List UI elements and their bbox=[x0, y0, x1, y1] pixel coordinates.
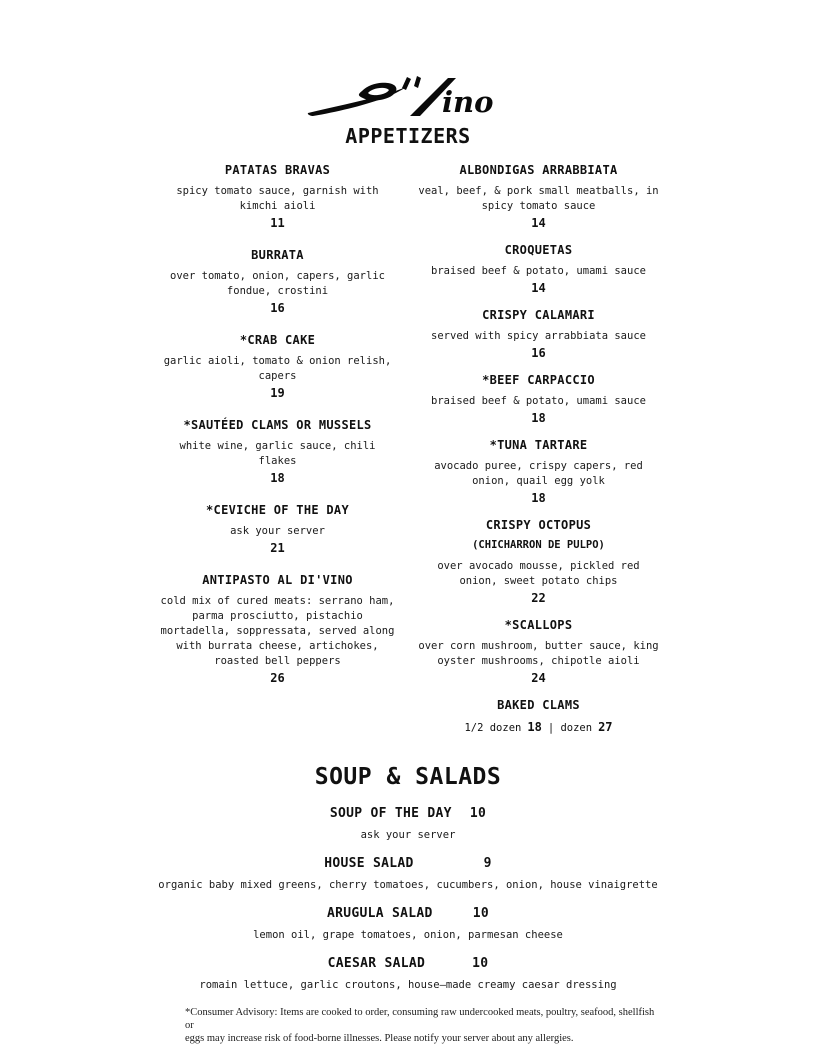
appetizers-columns bbox=[152, 163, 664, 748]
item-price: 18 bbox=[531, 411, 546, 425]
item-desc-line: garlic aioli, tomato & onion relish, bbox=[163, 355, 392, 367]
price-label: 1/2 dozen bbox=[464, 722, 522, 734]
item-price: 9 bbox=[483, 856, 492, 871]
item-desc-line: parma prosciutto, pistachio bbox=[192, 610, 363, 622]
advisory-line: *Consumer Advisory: Items are cooked to order, consuming raw undercooked meats, poultry, seafood, shellfish or bbox=[185, 1007, 655, 1031]
item-name: *SAUTÉED CLAMS OR MUSSELS bbox=[183, 418, 372, 432]
item-desc-line: organic baby mixed greens, cherry tomatoes, cucumbers, onion, house vinaigrette bbox=[158, 879, 658, 891]
item-desc-line: onion, sweet potato chips bbox=[459, 575, 618, 587]
menu-item-soup-of-the-day bbox=[0, 806, 816, 843]
item-title-row bbox=[0, 806, 816, 822]
menu-item-crispy-calamari bbox=[413, 308, 664, 361]
menu-item-crispy-octopus bbox=[413, 518, 664, 606]
item-price: 26 bbox=[270, 671, 285, 685]
item-desc-line: ask your server bbox=[360, 829, 456, 841]
menu-item-antipasto-al-divino bbox=[152, 573, 403, 686]
item-price: 14 bbox=[531, 216, 546, 230]
item-desc-line: white wine, garlic sauce, chili bbox=[179, 440, 376, 452]
spacer bbox=[425, 966, 472, 967]
item-price: 10 bbox=[469, 806, 487, 821]
item-desc-line: braised beef & potato, umami sauce bbox=[431, 265, 646, 277]
item-desc-line: kimchi aioli bbox=[239, 200, 316, 212]
menu-item-scallops bbox=[413, 618, 664, 686]
appetizers-right-column bbox=[413, 163, 664, 748]
menu-item-patatas-bravas bbox=[152, 163, 403, 231]
logo-container bbox=[0, 76, 816, 120]
item-name: ARUGULA SALAD bbox=[327, 906, 433, 921]
item-name: *CRAB CAKE bbox=[239, 333, 316, 347]
menu-item-sauteed-clams-or-mussels bbox=[152, 418, 403, 486]
svg-text:ino: ino bbox=[441, 85, 493, 119]
item-title-row bbox=[0, 956, 816, 972]
item-name: CAESAR SALAD bbox=[327, 956, 426, 971]
item-name: PATATAS BRAVAS bbox=[224, 163, 331, 177]
item-price: 27 bbox=[598, 720, 613, 734]
menu-item-arugula-salad bbox=[0, 906, 816, 943]
item-desc-line: spicy tomato sauce bbox=[481, 200, 596, 212]
item-desc-line: romain lettuce, garlic croutons, house–made creamy caesar dressing bbox=[199, 979, 617, 991]
item-desc-line: braised beef & potato, umami sauce bbox=[431, 395, 646, 407]
item-name: *CEVICHE OF THE DAY bbox=[206, 503, 349, 517]
item-price: 18 bbox=[270, 471, 285, 485]
item-title-row bbox=[0, 856, 816, 872]
item-price: 14 bbox=[531, 281, 546, 295]
advisory-line: eggs may increase risk of food-borne illnesses. Please notify your server about any allergies. bbox=[185, 1033, 574, 1044]
item-price: 21 bbox=[270, 541, 285, 555]
item-price-line bbox=[413, 719, 664, 736]
item-name: *SCALLOPS bbox=[504, 618, 573, 632]
menu-item-crab-cake bbox=[152, 333, 403, 401]
price-label: | dozen bbox=[547, 722, 593, 734]
item-name: *TUNA TARTARE bbox=[489, 438, 588, 452]
menu-item-croquetas bbox=[413, 243, 664, 296]
spacer bbox=[452, 816, 470, 817]
menu-item-caesar-salad bbox=[0, 956, 816, 993]
item-desc-line: lemon oil, grape tomatoes, onion, parmesan cheese bbox=[253, 929, 563, 941]
item-name: CRISPY OCTOPUS bbox=[485, 518, 592, 532]
item-name: HOUSE SALAD bbox=[324, 856, 414, 871]
item-desc-line: over corn mushroom, butter sauce, king bbox=[418, 640, 659, 652]
soup-salads-heading: SOUP & SALADS bbox=[314, 764, 502, 790]
item-name: *BEEF CARPACCIO bbox=[482, 373, 595, 387]
item-desc-line: roasted bell peppers bbox=[214, 655, 341, 667]
menu-item-baked-clams bbox=[413, 698, 664, 736]
item-price: 22 bbox=[531, 591, 546, 605]
item-name: ANTIPASTO AL DI'VINO bbox=[202, 573, 353, 587]
item-desc-line: over avocado mousse, pickled red bbox=[437, 560, 640, 572]
spacer bbox=[414, 866, 484, 867]
item-price: 10 bbox=[472, 956, 489, 971]
appetizers-left-column bbox=[152, 163, 403, 748]
item-desc-line: capers bbox=[258, 370, 297, 382]
menu-item-tuna-tartare bbox=[413, 438, 664, 506]
item-name: BURRATA bbox=[251, 248, 304, 262]
item-desc-line: avocado puree, crispy capers, red bbox=[434, 460, 643, 472]
item-price: 24 bbox=[531, 671, 546, 685]
item-desc-line: fondue, crostini bbox=[226, 285, 329, 297]
item-desc-line: served with spicy arrabbiata sauce bbox=[431, 330, 646, 342]
item-price: 18 bbox=[531, 491, 546, 505]
item-subtitle: (CHICHARRON DE PULPO) bbox=[472, 539, 605, 551]
item-price: 19 bbox=[270, 386, 285, 400]
appetizers-heading: APPETIZERS bbox=[345, 124, 471, 148]
item-name: BAKED CLAMS bbox=[497, 698, 580, 712]
item-price: 16 bbox=[531, 346, 546, 360]
menu-item-beef-carpaccio bbox=[413, 373, 664, 426]
item-desc-line: with burrata cheese, artichokes, bbox=[176, 640, 379, 652]
menu-item-albondigas-arrabbiata bbox=[413, 163, 664, 231]
item-desc-line: mortadella, soppressata, served along bbox=[160, 625, 395, 637]
item-name: CROQUETAS bbox=[504, 243, 573, 257]
spacer bbox=[433, 916, 473, 917]
item-desc-line: over tomato, onion, capers, garlic bbox=[170, 270, 385, 282]
item-desc-line: oyster mushrooms, chipotle aioli bbox=[437, 655, 640, 667]
consumer-advisory bbox=[185, 1006, 655, 1045]
item-desc-line: cold mix of cured meats: serrano ham, bbox=[160, 595, 395, 607]
item-price: 10 bbox=[472, 906, 489, 921]
menu-item-burrata bbox=[152, 248, 403, 316]
item-price: 11 bbox=[270, 216, 285, 230]
menu-item-house-salad bbox=[0, 856, 816, 893]
soup-salads-section bbox=[0, 764, 816, 993]
item-desc-line: veal, beef, & pork small meatballs, in bbox=[418, 185, 659, 197]
item-name: CRISPY CALAMARI bbox=[482, 308, 595, 322]
item-name: SOUP OF THE DAY bbox=[329, 806, 452, 821]
item-desc-line: onion, quail egg yolk bbox=[472, 475, 605, 487]
item-price: 16 bbox=[270, 301, 285, 315]
item-desc-line: flakes bbox=[258, 455, 297, 467]
menu-item-ceviche-of-the-day bbox=[152, 503, 403, 556]
item-name: ALBONDIGAS ARRABBIATA bbox=[459, 163, 618, 177]
item-desc-line: ask your server bbox=[230, 525, 325, 537]
item-desc-line: spicy tomato sauce, garnish with bbox=[176, 185, 379, 197]
item-title-row bbox=[0, 906, 816, 922]
item-price: 18 bbox=[527, 720, 542, 734]
divino-logo-icon bbox=[306, 76, 511, 120]
